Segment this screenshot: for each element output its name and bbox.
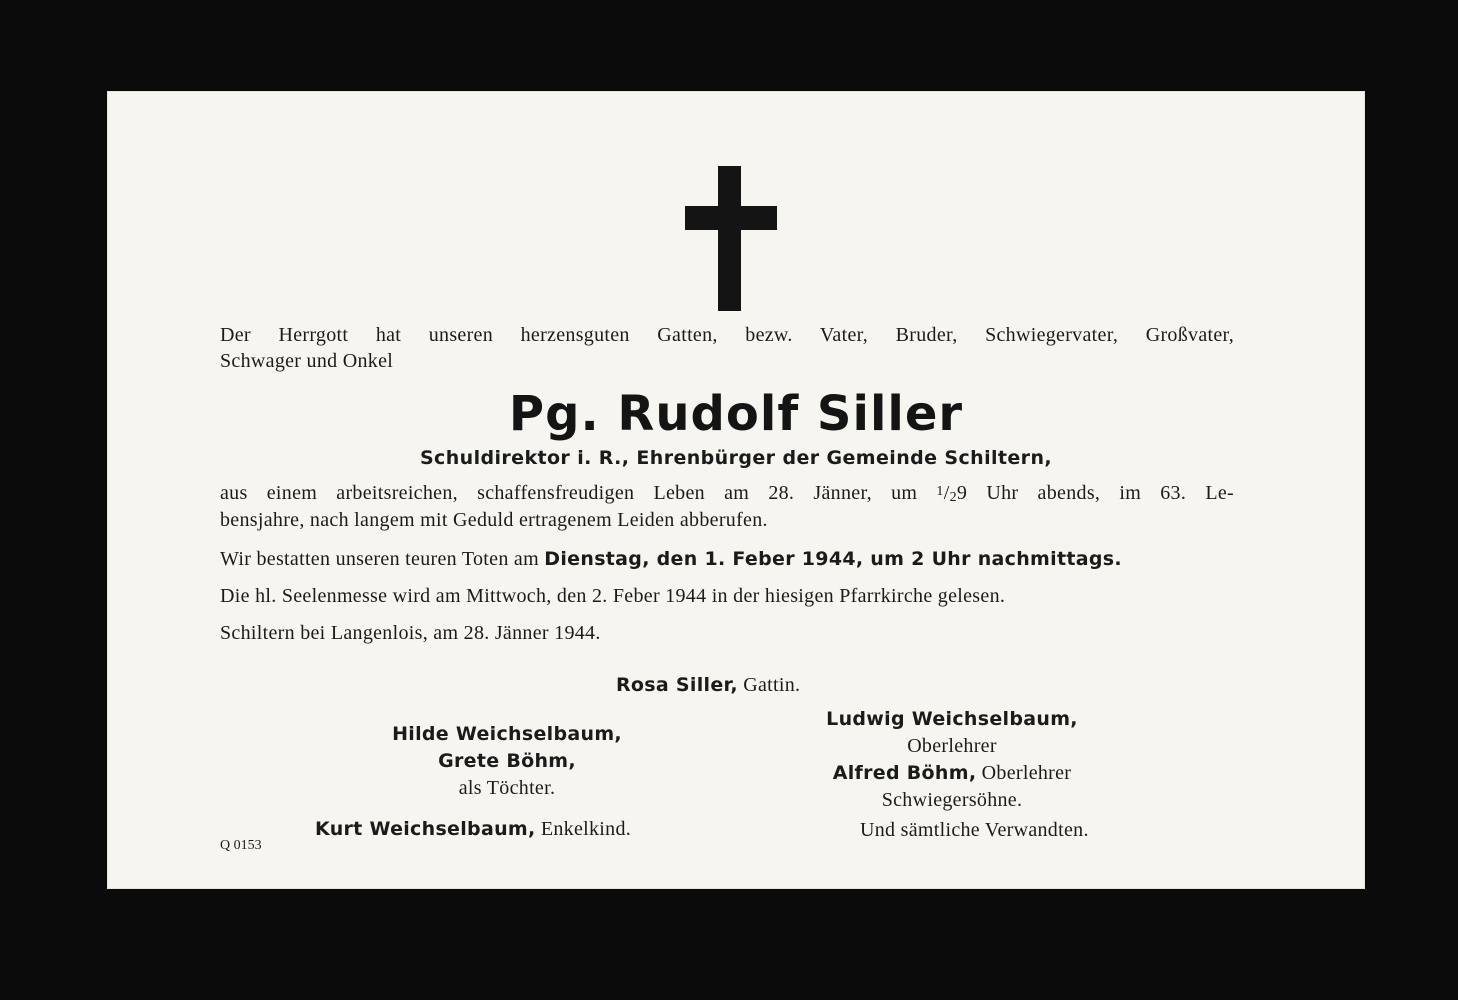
burial-line <box>220 548 1122 571</box>
widow-name: Rosa Siller, <box>616 674 738 696</box>
son-in-law-2-role: Oberlehrer <box>981 762 1072 784</box>
grandchild-role: Enkelkind. <box>540 818 632 840</box>
fraction-denominator: 2 <box>949 490 957 505</box>
grandchild-line <box>315 818 631 841</box>
sons-in-law-block <box>787 706 1117 814</box>
son-in-law-2: Alfred Böhm, <box>832 762 977 784</box>
widow-role: Gattin. <box>743 674 801 696</box>
daughters-block <box>357 721 657 802</box>
daughters-role: als Töchter. <box>458 777 556 799</box>
sons-in-law-role: Schwiegersöhne. <box>881 789 1023 811</box>
burial-intro: Wir bestatten unseren teuren Toten am <box>220 548 539 570</box>
intro-line-2: Schwager und Onkel <box>220 350 394 372</box>
intro-line-1: Der Herrgott hat unseren herzensguten Gatten, bezw. Vater, Bruder, Schwiegervater, Großvater, <box>220 324 1234 346</box>
daughter-1: Hilde Weichselbaum, <box>392 723 622 745</box>
son-in-law-2-line <box>787 760 1117 787</box>
print-code: Q 0153 <box>220 838 262 853</box>
fraction-numerator: 1 <box>936 484 944 499</box>
death-line-1-end: 9 Uhr abends, im 63. Le- <box>956 482 1234 504</box>
obituary-card <box>107 91 1365 889</box>
son-in-law-1: Ludwig Weichselbaum, <box>826 708 1078 730</box>
daughter-2: Grete Böhm, <box>438 750 576 772</box>
death-line-2: bensjahre, nach langem mit Geduld ertragenem Leiden abberufen. <box>220 509 768 531</box>
burial-date: Dienstag, den 1. Feber 1944, um 2 Uhr nachmittags. <box>544 548 1122 570</box>
death-line-1 <box>220 482 1234 506</box>
relatives-line: Und sämtliche Verwandten. <box>860 819 1089 841</box>
time-fraction: $^1$/2 <box>936 482 957 505</box>
son-in-law-1-role: Oberlehrer <box>907 735 997 757</box>
death-line-1-start: aus einem arbeitsreichen, schaffensfreudigen Leben am 28. Jänner, um <box>220 482 918 504</box>
place-date: Schiltern bei Langenlois, am 28. Jänner 1944. <box>220 622 601 644</box>
mass-line: Die hl. Seelenmesse wird am Mittwoch, den 2. Feber 1944 in der hiesigen Pfarrkirche gelesen. <box>220 585 1006 607</box>
grandchild-name: Kurt Weichselbaum, <box>315 818 536 840</box>
deceased-title: Schuldirektor i. R., Ehrenbürger der Gemeinde Schiltern, <box>419 447 1053 469</box>
latin-cross-icon <box>685 166 777 311</box>
deceased-name: Pg. Rudolf Siller <box>508 386 964 442</box>
widow-line <box>616 674 800 697</box>
